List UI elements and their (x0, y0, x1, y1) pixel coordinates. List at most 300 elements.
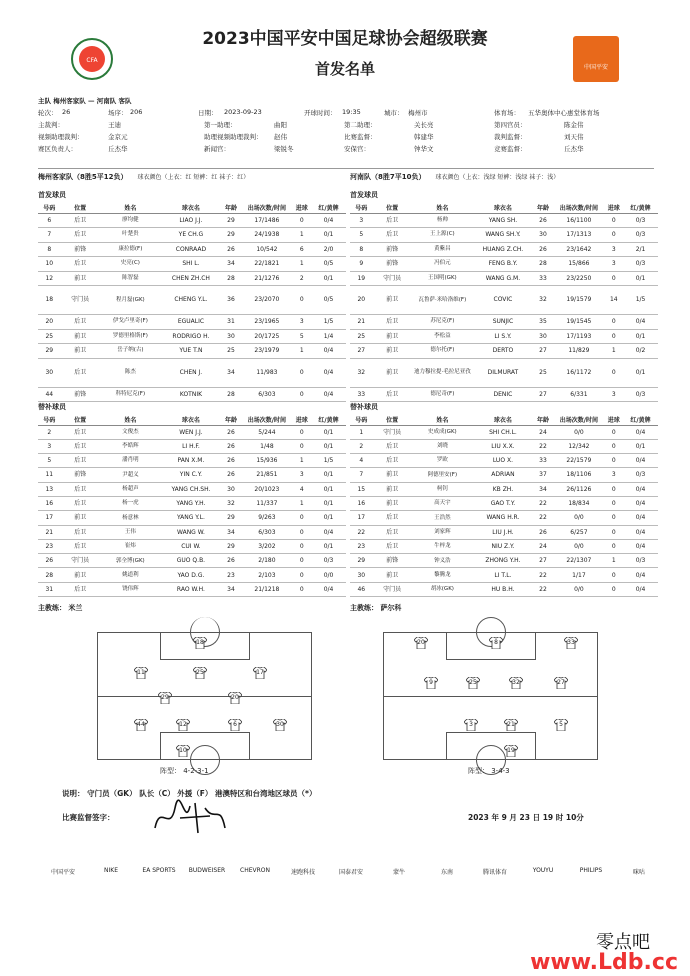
sponsor-logo: 咪咕 (632, 869, 645, 876)
player-cell: 26 (221, 554, 242, 568)
player-cell: 22 (533, 496, 554, 510)
player-row (38, 482, 346, 496)
jersey-number: 20 (417, 639, 425, 646)
player-cell: 34 (221, 358, 242, 387)
player-cell: 2 (293, 271, 311, 286)
player-cell: 26 (533, 525, 554, 539)
jersey-marker (564, 637, 578, 649)
jersey-marker (228, 719, 242, 731)
player-cell: 24 (533, 539, 554, 553)
player-cell: 后卫 (61, 439, 100, 453)
jersey-marker (253, 667, 267, 679)
home-formation-pitch (97, 632, 312, 760)
player-cell: 0/3 (623, 468, 658, 482)
player-cell: 9 (350, 257, 373, 272)
sponsor-bar (40, 855, 660, 895)
player-cell: 廖均健 (100, 213, 162, 228)
player-cell: 柯钊 (412, 482, 474, 496)
player-cell: ADRIAN (473, 468, 533, 482)
player-cell: 刘晓 (412, 439, 474, 453)
player-cell: 伊戈卢里奇(F) (100, 315, 162, 330)
player-cell: 1 (293, 344, 311, 359)
player-cell: HUANG Z.CH. (473, 242, 533, 257)
column-header: 进球 (293, 203, 311, 213)
jersey-marker (193, 637, 207, 649)
player-cell: 李皓辉 (100, 439, 162, 453)
away-team-header: 河南队（8胜7平10负） 球衣颜色（上衣：浅绿 短裤：浅绿 袜子：浅） (350, 173, 560, 181)
player-cell: 0 (293, 439, 311, 453)
player-cell: 0/0 (553, 511, 604, 525)
player-cell: 18 (38, 286, 61, 315)
officials-row: 视频助理裁判： 金京元 助理视频助理裁判： 赵伟 比赛监督： 韩建华 裁判监督： 刘天伟 (38, 133, 584, 141)
sponsor-logo: 中国平安 (573, 36, 619, 82)
player-cell: 0 (605, 454, 623, 468)
player-cell: 0/1 (311, 228, 346, 243)
player-row (350, 286, 658, 315)
player-cell: 0 (605, 213, 623, 228)
player-cell: 25 (38, 329, 61, 344)
player-cell: 0/4 (623, 482, 658, 496)
column-header: 红/黄牌 (311, 203, 346, 213)
player-cell: 0 (605, 568, 623, 582)
player-cell: 29 (221, 539, 242, 553)
player-cell: 0/4 (623, 539, 658, 553)
player-cell: 0/0 (311, 568, 346, 582)
player-cell: 后卫 (61, 525, 100, 539)
player-cell: 16/1100 (553, 213, 604, 228)
player-cell: 杨意林 (100, 511, 162, 525)
player-row (350, 511, 658, 525)
player-cell: 23/2070 (241, 286, 292, 315)
player-cell: 后卫 (61, 539, 100, 553)
player-cell: 26 (38, 554, 61, 568)
player-cell: 0 (605, 482, 623, 496)
jersey-number: 10 (179, 747, 187, 754)
player-cell: 0 (605, 329, 623, 344)
player-cell: COVIC (473, 286, 533, 315)
player-cell: CHEN J. (161, 358, 221, 387)
player-cell: 46 (350, 582, 373, 596)
player-cell: 陈智磊 (100, 271, 162, 286)
player-cell: 34 (221, 257, 242, 272)
jersey-number: 29 (161, 694, 169, 701)
player-cell: 2 (350, 439, 373, 453)
player-cell: CHEN ZH.CH (161, 271, 221, 286)
column-header: 年龄 (221, 415, 242, 425)
column-header: 号码 (38, 415, 61, 425)
sponsor-logo: PHILIPS (579, 867, 603, 874)
player-cell: 29 (221, 511, 242, 525)
player-cell: 黄紫昌 (412, 242, 474, 257)
player-cell: 18/834 (553, 496, 604, 510)
player-cell: 0/4 (623, 568, 658, 582)
jersey-marker (554, 677, 568, 689)
officials-row: 赛区负责人： 丘杰华 新闻官： 梁锐冬 安保官： 钟华文 竞赛监督： 丘杰华 (38, 145, 584, 153)
jersey-marker (424, 677, 438, 689)
jersey-number: 20 (231, 694, 239, 701)
player-cell: 0 (293, 511, 311, 525)
player-row (38, 454, 346, 468)
player-cell: 后卫 (61, 228, 100, 243)
player-cell: 2/180 (241, 554, 292, 568)
player-cell: YANG Y.H. (161, 496, 221, 510)
player-cell: 0 (293, 582, 311, 596)
player-cell: 崔炜 (100, 539, 162, 553)
player-cell: 0 (293, 554, 311, 568)
player-cell: EGUALIC (161, 315, 221, 330)
player-cell: NIU Z.Y. (473, 539, 533, 553)
player-cell: 前卫 (373, 482, 412, 496)
player-row (38, 525, 346, 539)
player-cell: 24/1938 (241, 228, 292, 243)
table-header (38, 203, 346, 213)
player-cell: 前卫 (373, 286, 412, 315)
jersey-number: 18 (196, 639, 204, 646)
player-cell: 21/1218 (241, 582, 292, 596)
column-header: 红/黄牌 (623, 203, 658, 213)
player-cell: 11/337 (241, 496, 292, 510)
player-cell: 0/1 (311, 539, 346, 553)
player-cell: 22/1307 (553, 554, 604, 568)
player-cell: 16 (38, 496, 61, 510)
player-cell: 32 (350, 358, 373, 387)
player-cell: 15/936 (241, 454, 292, 468)
player-cell: 22 (533, 439, 554, 453)
sponsor-logo: CHEVRON (240, 867, 270, 874)
player-cell: 王上源(C) (412, 228, 474, 243)
player-cell: 0/4 (623, 525, 658, 539)
column-header: 姓名 (100, 415, 162, 425)
player-row (38, 568, 346, 582)
player-cell: 30 (533, 329, 554, 344)
player-row (350, 344, 658, 359)
player-cell: 27 (533, 344, 554, 359)
player-cell: 26/1126 (553, 482, 604, 496)
home-starters-label: 首发球员 (38, 191, 66, 199)
player-cell: 16 (350, 496, 373, 510)
player-cell: 29 (350, 554, 373, 568)
player-cell: 7 (38, 228, 61, 243)
player-cell: 9/263 (241, 511, 292, 525)
player-cell: 0/2 (623, 344, 658, 359)
player-row (350, 482, 658, 496)
player-cell: SHI L. (161, 257, 221, 272)
column-header: 姓名 (100, 203, 162, 213)
officials-row: 主裁判： 王迪 第一助理： 曲阳 第二助理： 关长亮 第四官员： 陈金伟 (38, 121, 584, 129)
player-cell: 瓦鲁萨·米哈洛维(F) (412, 286, 474, 315)
jersey-number: 17 (256, 669, 264, 676)
player-cell: 前卫 (61, 344, 100, 359)
player-cell: 黎腾龙 (412, 568, 474, 582)
jersey-marker (414, 637, 428, 649)
jersey-number: 12 (179, 721, 187, 728)
player-cell: 26 (221, 468, 242, 482)
player-cell: 前锋 (61, 468, 100, 482)
player-cell: 1 (293, 228, 311, 243)
table-header (38, 415, 346, 425)
player-cell: 0/1 (311, 439, 346, 453)
player-cell: 1 (293, 454, 311, 468)
player-cell: 0 (605, 358, 623, 387)
player-cell: 0/5 (311, 286, 346, 315)
sponsor-logo: 中国平安 (50, 869, 75, 876)
player-cell: YE CH.G (161, 228, 221, 243)
player-row (38, 228, 346, 243)
player-cell: 27 (350, 344, 373, 359)
jersey-marker (509, 677, 523, 689)
player-cell: GAO T.Y. (473, 496, 533, 510)
player-cell: 33 (533, 454, 554, 468)
player-cell: 史成成(GK) (412, 425, 474, 439)
player-cell: 0 (605, 582, 623, 596)
player-cell: 23/1979 (241, 344, 292, 359)
player-cell: 36 (221, 286, 242, 315)
player-cell: 19/1579 (553, 286, 604, 315)
player-cell: 30 (350, 568, 373, 582)
player-cell: 王伟 (100, 525, 162, 539)
player-cell: CHENG Y.L. (161, 286, 221, 315)
player-cell: 科特尼克(F) (100, 387, 162, 402)
player-cell: 2/1 (623, 242, 658, 257)
player-cell: YIN C.Y. (161, 468, 221, 482)
player-cell: 后卫 (373, 228, 412, 243)
column-header: 红/黄牌 (623, 415, 658, 425)
player-cell: 3 (350, 213, 373, 228)
player-cell: 26 (533, 213, 554, 228)
player-cell: 前卫 (373, 344, 412, 359)
player-cell: 17/1313 (553, 228, 604, 243)
player-cell: 后卫 (373, 454, 412, 468)
player-cell: 前锋 (373, 257, 412, 272)
player-cell: 1/5 (311, 454, 346, 468)
signed-date: 2023 年 9 月 23 日 19 时 10分 (468, 813, 584, 822)
sponsor-logo: 蒙牛 (392, 869, 405, 876)
jersey-number: 30 (276, 721, 284, 728)
player-cell: 6 (38, 213, 61, 228)
player-cell: 44 (38, 387, 61, 402)
sponsor-logo: 国泰君安 (338, 869, 363, 876)
jersey-marker (228, 692, 242, 704)
player-cell: 24 (533, 425, 554, 439)
player-cell: 27 (533, 387, 554, 402)
player-cell: 22 (533, 511, 554, 525)
home-subs-table (38, 415, 346, 597)
player-row (350, 468, 658, 482)
jersey-marker (504, 745, 518, 757)
player-cell: 23 (221, 568, 242, 582)
jersey-number: 3 (469, 721, 473, 728)
player-cell: 6/257 (553, 525, 604, 539)
column-header: 位置 (373, 415, 412, 425)
player-cell: 23 (38, 539, 61, 553)
player-cell: 后卫 (61, 315, 100, 330)
column-header: 出场次数/时间 (241, 415, 292, 425)
player-cell: 22 (533, 568, 554, 582)
player-row (38, 439, 346, 453)
player-row (350, 454, 658, 468)
player-cell: SHI CH.L. (473, 425, 533, 439)
player-row (350, 525, 658, 539)
sponsor-logo: EA SPORTS (142, 867, 176, 874)
player-cell: 守门员 (373, 582, 412, 596)
sponsor-logo: NIKE (104, 867, 118, 874)
player-cell: 岳子纳(古) (100, 344, 162, 359)
player-cell: 19 (350, 271, 373, 286)
jersey-number: 6 (233, 721, 237, 728)
column-header: 位置 (61, 203, 100, 213)
player-cell: 0/1 (623, 439, 658, 453)
player-cell: 罗德里格斯(F) (100, 329, 162, 344)
player-cell: 15 (350, 482, 373, 496)
column-header: 球衣名 (161, 415, 221, 425)
home-subs-label: 替补球员 (38, 403, 66, 411)
player-cell: 0/1 (311, 496, 346, 510)
player-cell: 后卫 (373, 525, 412, 539)
player-cell: WANG G.M. (473, 271, 533, 286)
player-cell: 4 (293, 482, 311, 496)
player-cell: 后卫 (61, 213, 100, 228)
player-cell: 0/5 (311, 257, 346, 272)
jersey-marker (504, 719, 518, 731)
player-cell: 30 (38, 358, 61, 387)
player-cell: 后卫 (61, 358, 100, 387)
player-cell: 前锋 (373, 242, 412, 257)
signature-drawing (150, 798, 230, 838)
player-cell: 后卫 (373, 213, 412, 228)
player-cell: 德尔托(F) (412, 344, 474, 359)
home-team-header: 梅州客家队（8胜5平12负） 球衣颜色（上衣：红 短裤：红 袜子：红） (38, 173, 250, 181)
teams-label: 主队 梅州客家队 — 河南队 客队 (38, 97, 132, 105)
player-cell: 13 (38, 482, 61, 496)
player-cell: WANG SH.Y. (473, 228, 533, 243)
jersey-marker (464, 719, 478, 731)
player-cell: 0 (605, 425, 623, 439)
away-starters-table (350, 203, 658, 402)
player-row (350, 582, 658, 596)
jersey-number: 44 (137, 721, 145, 728)
player-cell: 前卫 (61, 271, 100, 286)
player-cell: 钟义浩 (412, 554, 474, 568)
player-cell: 1/17 (553, 568, 604, 582)
player-cell: 2/0 (311, 242, 346, 257)
player-row (350, 425, 658, 439)
player-cell: 郭全博(GK) (100, 554, 162, 568)
player-cell: 0/4 (623, 496, 658, 510)
jersey-marker (134, 719, 148, 731)
player-cell: 前卫 (373, 329, 412, 344)
column-header: 年龄 (533, 203, 554, 213)
away-formation-label: 阵型： 3-4-3 (468, 767, 510, 775)
player-cell: 0/1 (311, 468, 346, 482)
player-cell: CUI W. (161, 539, 221, 553)
player-cell: 23/2250 (553, 271, 604, 286)
player-cell: 15/866 (553, 257, 604, 272)
jersey-marker (134, 667, 148, 679)
jersey-number: 33 (567, 639, 575, 646)
player-cell: 29 (38, 344, 61, 359)
player-cell: 32 (221, 496, 242, 510)
player-row (350, 228, 658, 243)
player-cell: 21 (38, 525, 61, 539)
player-cell: 前卫 (373, 358, 412, 387)
table-header (350, 203, 658, 213)
away-subs-label: 替补球员 (350, 403, 378, 411)
player-cell: DILMURAT (473, 358, 533, 387)
player-row (350, 358, 658, 387)
player-row (38, 271, 346, 286)
column-header: 进球 (605, 203, 623, 213)
player-cell: 0/4 (311, 525, 346, 539)
player-cell: 30 (533, 228, 554, 243)
player-row (38, 496, 346, 510)
player-cell: 33 (350, 387, 373, 402)
player-cell: 29 (221, 228, 242, 243)
player-cell: 后卫 (373, 387, 412, 402)
player-cell: 高天宇 (412, 496, 474, 510)
column-header: 姓名 (412, 415, 474, 425)
player-row (38, 511, 346, 525)
player-cell: 3 (605, 257, 623, 272)
player-cell: 0/1 (311, 425, 346, 439)
column-header: 进球 (605, 415, 623, 425)
player-cell: 0/4 (623, 425, 658, 439)
jersey-number: 21 (507, 721, 515, 728)
player-cell: 0 (605, 511, 623, 525)
player-cell: 0/4 (623, 511, 658, 525)
player-cell: 14 (605, 286, 623, 315)
player-cell: 17/1486 (241, 213, 292, 228)
player-cell: 冯伯元 (412, 257, 474, 272)
player-cell: 28 (221, 387, 242, 402)
player-cell: LIU X.X. (473, 439, 533, 453)
match-info: 主队 梅州客家队 — 河南队 客队 轮次： 26 场序： 206 日期： 2023-09-23 开球时间： 19:35 城市： 梅州市 体育场： 五华奥体中心惠堂体育场 主裁判： 王迪 第一助理： 曲阳 第二助理： 关长亮 第四官员： 陈金伟 视频助理裁判： 金京元 助理视频助理裁判： 赵伟 比赛监督： 韩建华 裁判监督： 刘天伟 赛区负责人： 丘杰华 新闻官： 梁锐冬 安保官： 钟华文 竞赛监督： 丘杰华 (38, 96, 654, 156)
player-cell: YUE T.N (161, 344, 221, 359)
player-cell: 阿德里安(F) (412, 468, 474, 482)
sponsor-logo: 腾讯体育 (482, 869, 507, 876)
column-header: 出场次数/时间 (553, 203, 604, 213)
player-cell: LIU J.H. (473, 525, 533, 539)
player-cell: 1/5 (623, 286, 658, 315)
player-cell: 0/1 (311, 511, 346, 525)
player-cell: 后卫 (373, 315, 412, 330)
player-cell: 王国明(GK) (412, 271, 474, 286)
column-header: 出场次数/时间 (241, 203, 292, 213)
jersey-marker (176, 745, 190, 757)
column-header: 球衣名 (473, 203, 533, 213)
player-cell: 1 (293, 257, 311, 272)
player-cell: 前锋 (373, 554, 412, 568)
player-cell: 0 (293, 358, 311, 387)
jersey-number: 25 (196, 669, 204, 676)
player-cell: 0/4 (311, 213, 346, 228)
player-cell: 潘肖明 (100, 454, 162, 468)
player-cell: 26 (221, 242, 242, 257)
player-cell: 22 (533, 582, 554, 596)
page-subtitle: 首发名单 (314, 60, 375, 78)
player-cell: 25 (221, 344, 242, 359)
player-cell: 0 (293, 525, 311, 539)
player-cell: 11/829 (553, 344, 604, 359)
home-starters-table (38, 203, 346, 402)
player-cell: 0 (293, 286, 311, 315)
player-cell: 12/342 (553, 439, 604, 453)
player-cell: 杨一虎 (100, 496, 162, 510)
player-row (38, 387, 346, 402)
player-cell: 0/1 (623, 329, 658, 344)
player-cell: 12 (38, 271, 61, 286)
column-header: 红/黄牌 (311, 415, 346, 425)
player-cell: 0 (293, 425, 311, 439)
